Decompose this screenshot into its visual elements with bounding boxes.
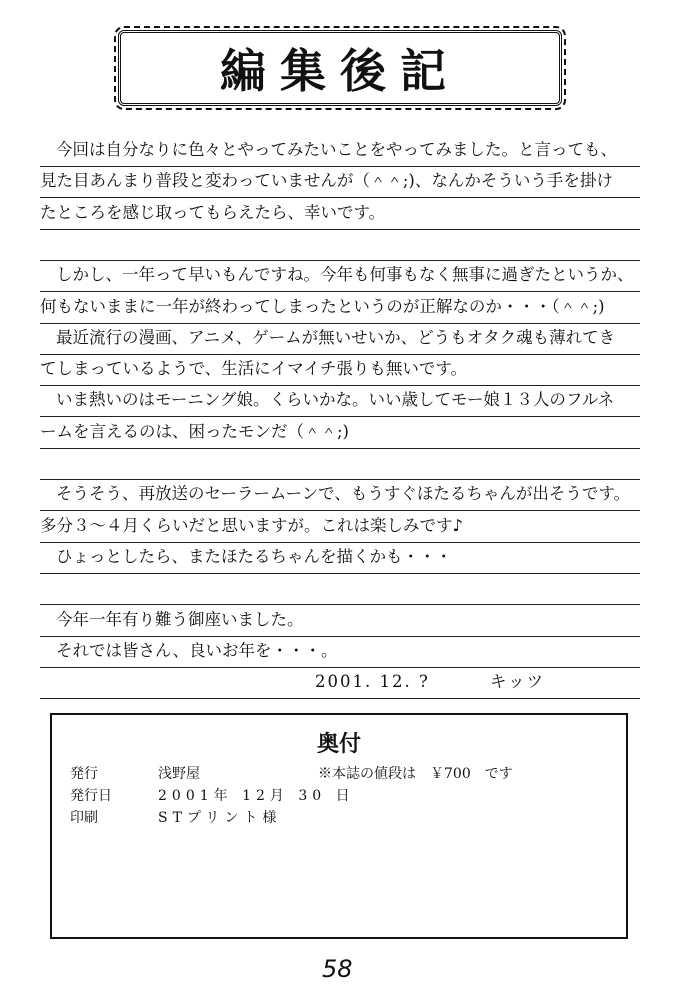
printer-label: 印刷 <box>70 810 98 826</box>
text-line: 見た目あんまり普段と変わっていませんが（＾＾;)、なんかそういう手を掛け <box>40 167 640 198</box>
text-line: たところを感じ取ってもらえたら、幸いです。 <box>40 199 640 230</box>
signature-date: 2001. 12. ? <box>315 672 430 692</box>
colophon-row-printer <box>70 807 281 827</box>
blank-line <box>40 574 640 605</box>
date-label: 発行日 <box>70 788 112 804</box>
text-line: 多分３～４月くらいだと思いますが。これは楽しみです♪ <box>40 512 640 543</box>
colophon-box <box>50 713 628 939</box>
text-line: ひょっとしたら、またほたるちゃんを描くかも・・・ <box>40 543 640 574</box>
blank-line <box>40 230 640 261</box>
colophon-row-date <box>70 785 355 805</box>
blank-line <box>40 449 640 480</box>
page-number: 58 <box>322 955 353 983</box>
text-line: そうそう、再放送のセーラームーンで、もうすぐほたるちゃんが出そうです。 <box>40 480 640 511</box>
text-line: それでは皆さん、良いお年を・・・。 <box>40 637 640 668</box>
text-line: いま熱いのはモーニング娘。くらいかな。いい歳してモー娘１３人のフルネ <box>40 386 640 417</box>
text-line: しかし、一年って早いもんですね。今年も何事もなく無事に過ぎたというか、 <box>40 261 640 292</box>
text-line: 今年一年有り難う御座いました。 <box>40 606 640 637</box>
colophon-title: 奥付 <box>316 731 361 757</box>
page-title: 編集後記 <box>220 44 460 98</box>
text-line: てしまっているようで、生活にイマイチ張りも無いです。 <box>40 355 640 386</box>
text-line: 何もないままに一年が終わってしまったというのが正解なのか・・・（＾＾;) <box>40 293 640 324</box>
printer-value: STプリント様 <box>158 810 282 826</box>
signature-author: キッツ <box>489 672 545 692</box>
date-value: 2001年 12月 30 日 <box>158 788 355 804</box>
colophon-row-publisher <box>70 763 513 783</box>
publisher-label: 発行 <box>70 766 98 782</box>
title-box <box>118 30 562 106</box>
publisher-value: 浅野屋 <box>158 766 200 782</box>
text-line: 今回は自分なりに色々とやってみたいことをやってみました。と言っても、 <box>40 136 640 167</box>
text-line: 最近流行の漫画、アニメ、ゲームが無いせいか、どうもオタク魂も薄れてき <box>40 324 640 355</box>
text-line: ームを言えるのは、困ったモンだ（＾＾;) <box>40 418 640 449</box>
signature-line <box>40 668 640 699</box>
price-note: ※本誌の値段は ￥700 です <box>318 766 513 782</box>
